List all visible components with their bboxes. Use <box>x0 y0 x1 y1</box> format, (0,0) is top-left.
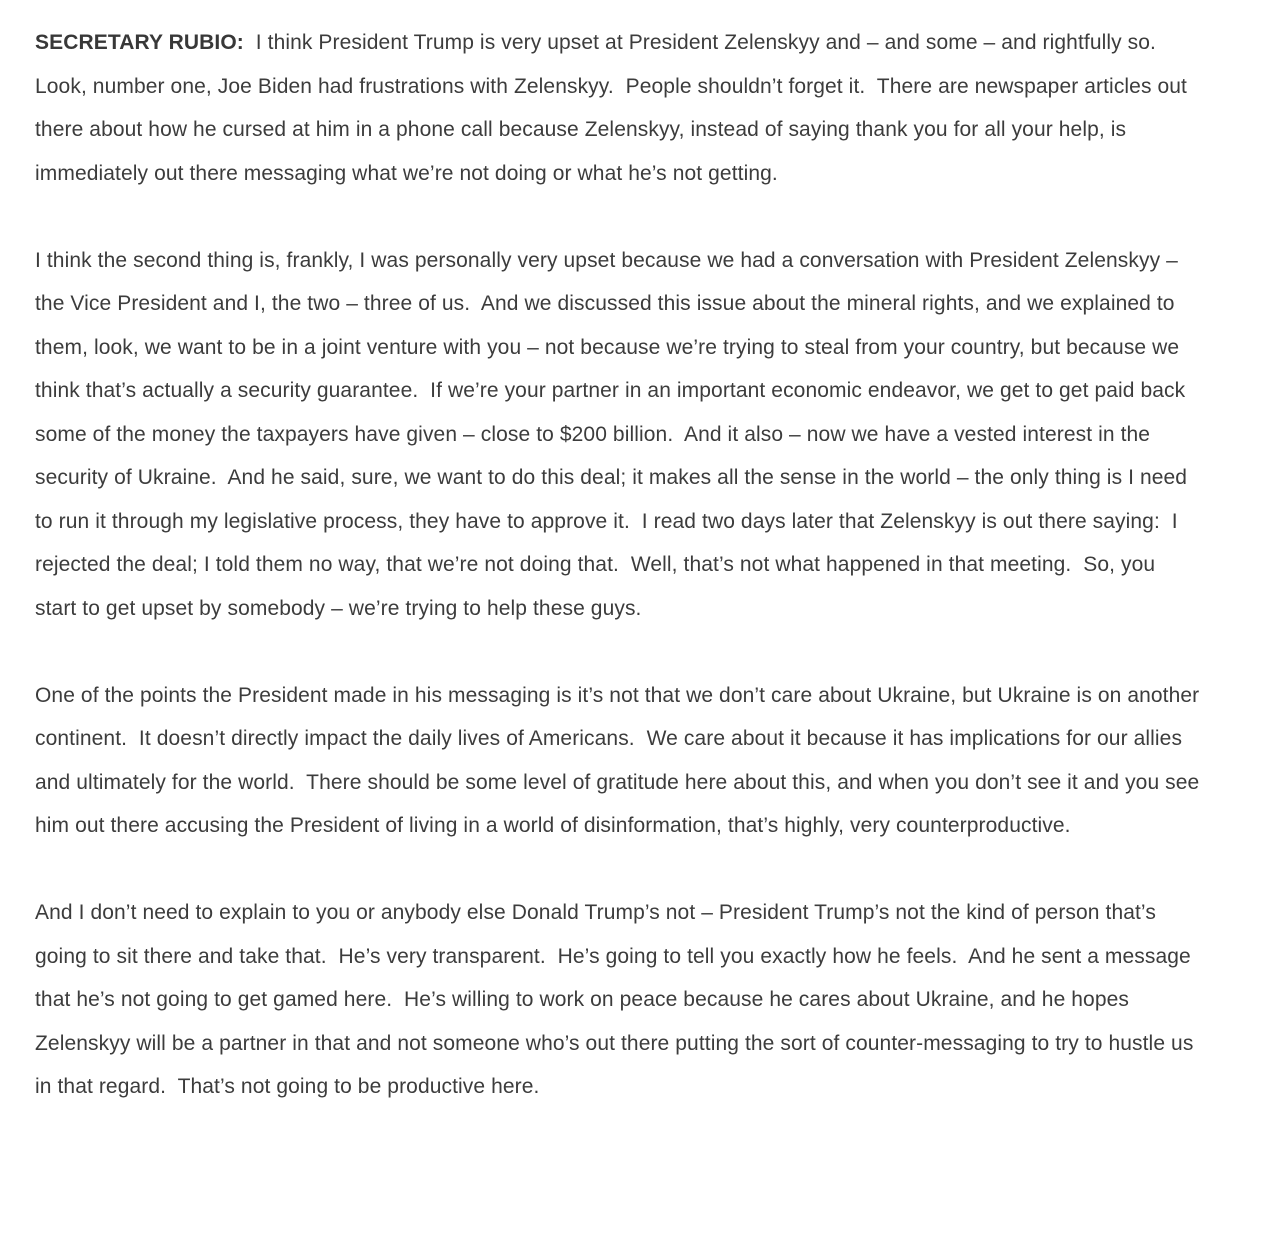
paragraph-text-2: I think the second thing is, frankly, I was personally very upset because we had a conversation with President Zelenskyy – the Vice President and I, the two – three of us. And we discussed this issue about the mineral rights, and we explained to them, look, we want to be in a joint venture with you – not because we’re trying to steal from your country, but because we think that’s actually a security guarantee. If we’re your partner in an important economic endeavor, we get to get paid back some of the money the taxpayers have given – close to $200 billion. And it also – now we have a vested interest in the security of Ukraine. And he said, sure, we want to do this deal; it makes all the sense in the world – the only thing is I need to run it through my legislative process, they have to approve it. I read two days later that Zelenskyy is out there saying: I rejected the deal; I told them no way, that we’re not doing that. Well, that’s not what happened in that meeting. So, you start to get upset by somebody – we’re trying to help these guys. <box>35 248 1194 620</box>
transcript-paragraph-1 <box>35 21 1200 195</box>
transcript-paragraph-2 <box>35 239 1200 631</box>
transcript-paragraph-3 <box>35 674 1206 848</box>
paragraph-text-4: And I don’t need to explain to you or anybody else Donald Trump’s not – President Trump’s not the kind of person that’s going to sit there and take that. He’s very transparent. He’s going to tell you exactly how he feels. And he sent a message that he’s not going to get gamed here. He’s willing to work on peace because he cares about Ukraine, and he hopes Zelenskyy will be a partner in that and not someone who’s out there putting the sort of counter-messaging to try to hustle us in that regard. That’s not going to be productive here. <box>35 901 1200 1098</box>
paragraph-text-1: I think President Trump is very upset at President Zelenskyy and – and some – and rightfully so. Look, number one, Joe Biden had frustrations with Zelenskyy. People shouldn’t forget it. There are newspaper articles out there about how he cursed at him in a phone call because Zelenskyy, instead of saying thank you for all your help, is immediately out there messaging what we’re not doing or what he’s not getting. <box>35 31 1193 185</box>
transcript-paragraph-4 <box>35 891 1200 1109</box>
paragraph-text-3: One of the points the President made in his messaging is it’s not that we don’t care about Ukraine, but Ukraine is on another continent. It doesn’t directly impact the daily lives of Americans. We care about it because it has implications for our allies and ultimately for the world. There should be some level of gratitude here about this, and when you don’t see it and you see him out there accusing the President of living in a world of disinformation, that’s highly, very counterproductive. <box>35 683 1206 837</box>
speaker-label: SECRETARY RUBIO: <box>35 31 244 54</box>
